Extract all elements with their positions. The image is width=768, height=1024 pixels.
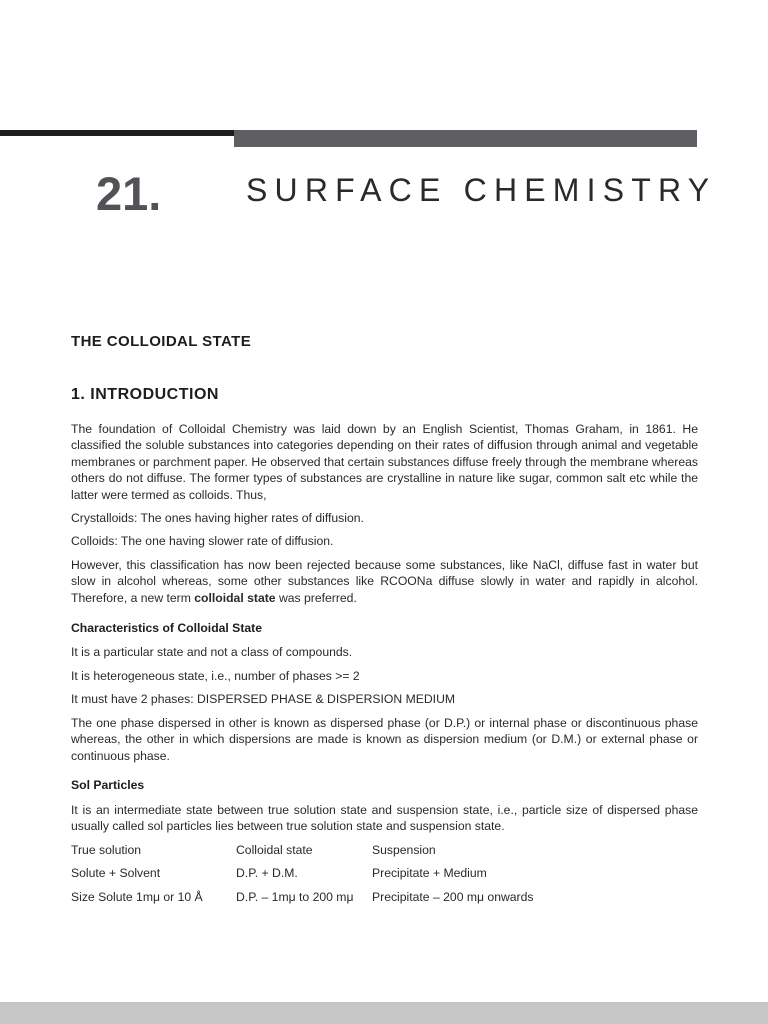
comparison-cell: Solute + Solvent: [71, 866, 161, 880]
reclassification-text-end: was preferred.: [275, 590, 357, 605]
comparison-cell: True solution: [71, 843, 142, 857]
reclassification-text-start: However, this classification has now been rejected because some substances, like NaCl, diffuse fast in water but slow in alcohol whereas, some other substances like RCOONa diffuse slowly in water and rapidly in alcohol. Therefore, a new term: [71, 558, 698, 605]
header-rule-gray: [234, 130, 697, 147]
comparison-cell: Colloidal state: [236, 843, 313, 857]
chapter-title: SURFACE CHEMISTRY: [246, 172, 717, 208]
chapter-number: 21.: [96, 167, 162, 220]
comparison-row: [71, 843, 698, 860]
characteristics-heading: Characteristics of Colloidal State: [71, 621, 262, 635]
crystalloids-definition: Crystalloids: The ones having higher rates of diffusion.: [71, 511, 364, 525]
colloids-definition: Colloids: The one having slower rate of diffusion.: [71, 534, 334, 548]
intro-paragraph: The foundation of Colloidal Chemistry was laid down by an English Scientist, Thomas Graham, in 1861. He classified the soluble substances into categories depending on their rates of diffusion through animal and vegetable membranes or parchment paper. He observed that certain substances diffuse freely through the membrane whereas others do not diffuse. The former types of substances are crystalline in nature like sugar, common salt etc while the latter were termed as colloids. Thus,: [71, 422, 698, 502]
intro-heading: 1. INTRODUCTION: [71, 386, 219, 403]
reclassification-paragraph: [71, 557, 698, 606]
characteristic-line: It must have 2 phases: DISPERSED PHASE & DISPERSION MEDIUM: [71, 692, 456, 706]
header-rule-dark: [0, 130, 234, 136]
comparison-cell: D.P. – 1mμ to 200 mμ: [236, 890, 354, 904]
characteristic-line: It is a particular state and not a class of compounds.: [71, 645, 353, 659]
sol-particles-heading: Sol Particles: [71, 778, 145, 792]
phases-paragraph: The one phase dispersed in other is known as dispersed phase (or D.P.) or internal phase or discontinuous phase whereas, the other in which dispersions are made is known as dispersion medium (or D.M.) or external phase or continuous phase.: [71, 716, 698, 763]
characteristic-line: It is heterogeneous state, i.e., number of phases >= 2: [71, 669, 360, 683]
sol-particles-paragraph: It is an intermediate state between true solution state and suspension state, i.e., particle size of dispersed phase usually called sol particles lies between true solution state and suspension state.: [71, 803, 698, 834]
comparison-cell: Suspension: [372, 843, 436, 857]
comparison-row: [71, 866, 698, 883]
comparison-cell: Size Solute 1mμ or 10 Å: [71, 890, 203, 904]
footer-bar: [0, 1002, 768, 1024]
comparison-cell: Precipitate – 200 mμ onwards: [372, 890, 534, 904]
comparison-row: [71, 890, 698, 907]
comparison-cell: D.P. + D.M.: [236, 866, 298, 880]
comparison-cell: Precipitate + Medium: [372, 866, 487, 880]
section-heading: THE COLLOIDAL STATE: [71, 333, 252, 350]
colloidal-state-term: colloidal state: [194, 590, 276, 605]
